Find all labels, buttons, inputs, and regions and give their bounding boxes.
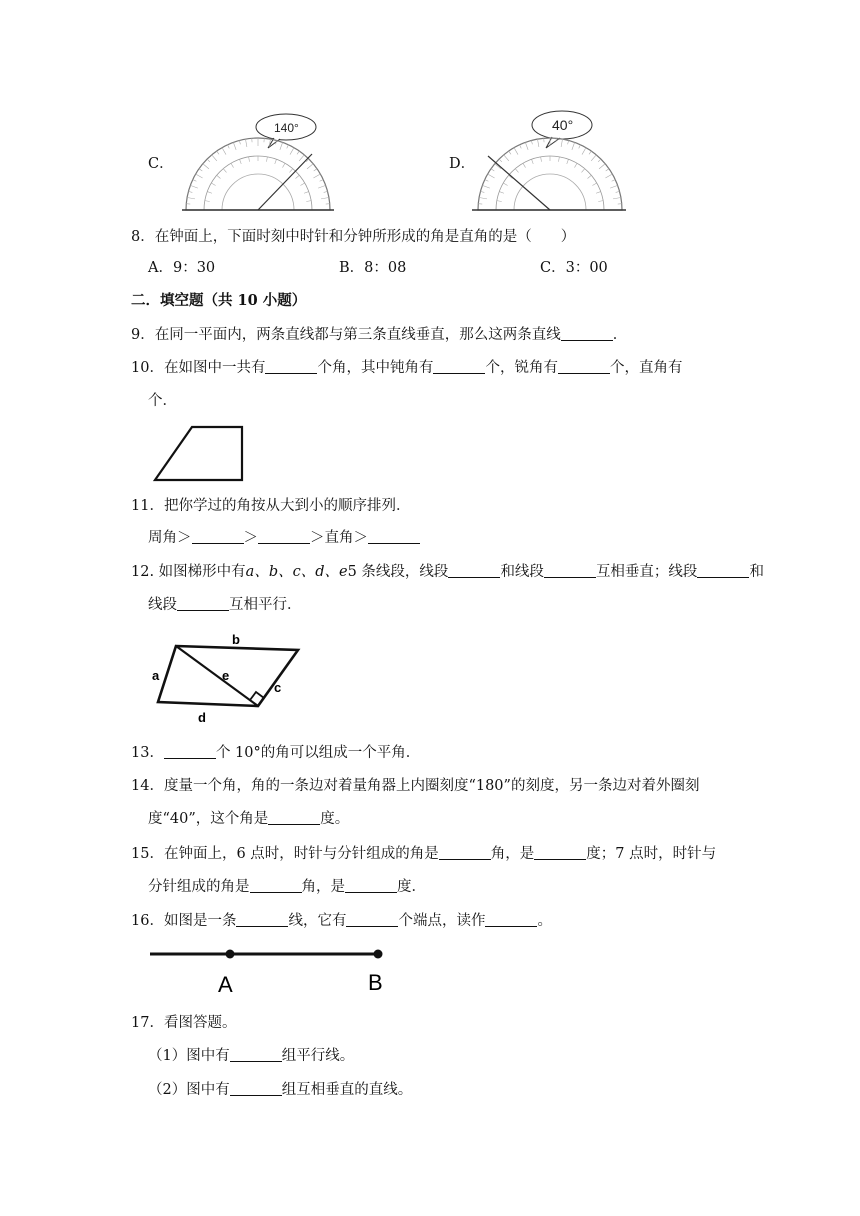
segment-e-label: e — [222, 668, 230, 683]
q11-line-2 — [148, 528, 420, 548]
q10-text-2: 个角，其中钝角有 — [317, 360, 434, 376]
question-17-title: 17．看图答题。 — [131, 1015, 237, 1031]
q12-blank-4[interactable] — [177, 596, 229, 611]
q9-blank[interactable] — [561, 326, 613, 341]
segment-b-label: b — [232, 632, 240, 647]
segment-c-label: c — [274, 680, 282, 695]
q12-line2-text-2: 互相平行． — [229, 597, 302, 613]
parallelogram-figure — [148, 630, 308, 724]
q17-s2-text-2: 组互相垂直的直线。 — [281, 1082, 413, 1098]
q8-option-b: B．8：08 — [339, 260, 407, 276]
q12-text-4: 互相垂直；线段 — [595, 564, 698, 580]
q9-end: ． — [612, 327, 628, 343]
q17-blank-1[interactable] — [230, 1047, 282, 1062]
question-8-text: 8．在钟面上，下面时刻中时针和分钟所形成的角是直角的是（ ） — [131, 229, 576, 245]
q13-text: 个 10°的角可以组成一个平角． — [215, 745, 421, 761]
q16-text-4: 。 — [537, 913, 552, 929]
q16-blank-1[interactable] — [236, 912, 288, 927]
q14-text-2: 度。 — [320, 811, 350, 827]
q12-text-2: 5 条线段，线段 — [347, 564, 449, 580]
q15-text-4: 分针组成的角是 — [148, 879, 250, 895]
option-c-label: C． — [148, 156, 174, 172]
q11-right-angle: ＞直角＞ — [310, 530, 368, 546]
q16-text-3: 个端点，读作 — [398, 913, 486, 929]
q16-text-1: 16．如图是一条 — [131, 913, 237, 929]
q12-blank-1[interactable] — [448, 563, 500, 578]
q10-line-2: 个． — [148, 393, 177, 409]
q12-blank-3[interactable] — [697, 563, 749, 578]
point-b-dot — [374, 950, 383, 959]
q10-text-3: 个，锐角有 — [485, 360, 558, 376]
segment-d-label: d — [198, 710, 206, 724]
q11-full-angle: 周角＞ — [148, 530, 192, 546]
question-14-line-1: 14．度量一个角，角的一条边对着量角器上内圈刻度“180”的刻度，另一条边对着外圈刻 — [131, 778, 700, 794]
ray-figure — [148, 942, 398, 998]
q11-blank-3[interactable] — [368, 529, 420, 544]
question-11-text: 11．把你学过的角按从大到小的顺序排列． — [131, 498, 411, 514]
q10-blank-2[interactable] — [433, 359, 485, 374]
q12-text-5: 和 — [749, 564, 764, 580]
question-9 — [131, 325, 627, 345]
q16-blank-2[interactable] — [346, 912, 398, 927]
question-15-line-2 — [148, 877, 426, 897]
q10-blank-3[interactable] — [558, 359, 610, 374]
q12-text-3: 和线段 — [500, 564, 544, 580]
segment-a-label: a — [152, 668, 160, 683]
q10-text-1: 10．在如图中一共有 — [131, 360, 266, 376]
option-d-label: D． — [449, 156, 476, 172]
section-2-title: 二．填空题（共 10 小题） — [131, 292, 307, 309]
question-14-line-2 — [148, 809, 349, 829]
q12-line-2 — [148, 595, 302, 615]
point-a-dot — [226, 950, 235, 959]
q12-blank-2[interactable] — [544, 563, 596, 578]
trapezoid-figure — [152, 424, 248, 484]
q15-text-6: 度． — [397, 879, 426, 895]
protractor-figure-d — [472, 106, 632, 214]
q15-blank-1[interactable] — [439, 845, 491, 860]
question-16 — [131, 911, 552, 931]
q17-s1-text-1: （1）图中有 — [148, 1048, 230, 1064]
question-12 — [131, 562, 764, 582]
q17-s1-text-2: 组平行线。 — [281, 1048, 355, 1064]
q15-text-1: 15．在钟面上，6 点时，时针与分针组成的角是 — [131, 846, 439, 862]
q12-vars: a、b、c、d、e — [245, 564, 348, 580]
q10-blank-1[interactable] — [265, 359, 317, 374]
q17-subquestion-2 — [148, 1080, 412, 1100]
q8-option-c: C．3：00 — [540, 260, 608, 276]
q17-subquestion-1 — [148, 1046, 354, 1066]
q15-blank-4[interactable] — [345, 878, 397, 893]
point-a-label: A — [218, 972, 233, 997]
question-15-line-1 — [131, 844, 716, 864]
q13-blank[interactable] — [164, 744, 216, 759]
question-10 — [131, 358, 682, 378]
point-b-label: B — [368, 970, 383, 995]
q12-text-1: 12. 如图梯形中有 — [131, 564, 246, 580]
q14-blank[interactable] — [268, 810, 320, 825]
bubble-c-text: 140° — [274, 121, 299, 135]
q16-blank-3[interactable] — [485, 912, 537, 927]
q15-text-5: 角，是 — [301, 879, 345, 895]
q13-number: 13． — [131, 745, 164, 761]
q12-line2-text-1: 线段 — [148, 597, 177, 613]
question-13 — [131, 743, 420, 763]
q14-text-1: 度“40”，这个角是 — [148, 811, 269, 827]
q11-blank-1[interactable] — [192, 529, 244, 544]
q17-blank-2[interactable] — [230, 1081, 282, 1096]
q8-option-a: A．9：30 — [148, 260, 216, 276]
protractor-figure-c — [182, 110, 342, 214]
q17-s2-text-1: （2）图中有 — [148, 1082, 230, 1098]
q15-blank-3[interactable] — [250, 878, 302, 893]
q9-text: 9．在同一平面内，两条直线都与第三条直线垂直，那么这两条直线 — [131, 327, 561, 343]
q16-text-2: 线，它有 — [288, 913, 347, 929]
q10-text-4: 个，直角有 — [609, 360, 683, 376]
bubble-d-text: 40° — [552, 117, 574, 133]
q15-text-3: 度；7 点时，时针与 — [586, 846, 717, 862]
q11-blank-2[interactable] — [258, 529, 310, 544]
q11-gt: ＞ — [243, 530, 258, 546]
q15-text-2: 角，是 — [490, 846, 535, 862]
q15-blank-2[interactable] — [534, 845, 586, 860]
